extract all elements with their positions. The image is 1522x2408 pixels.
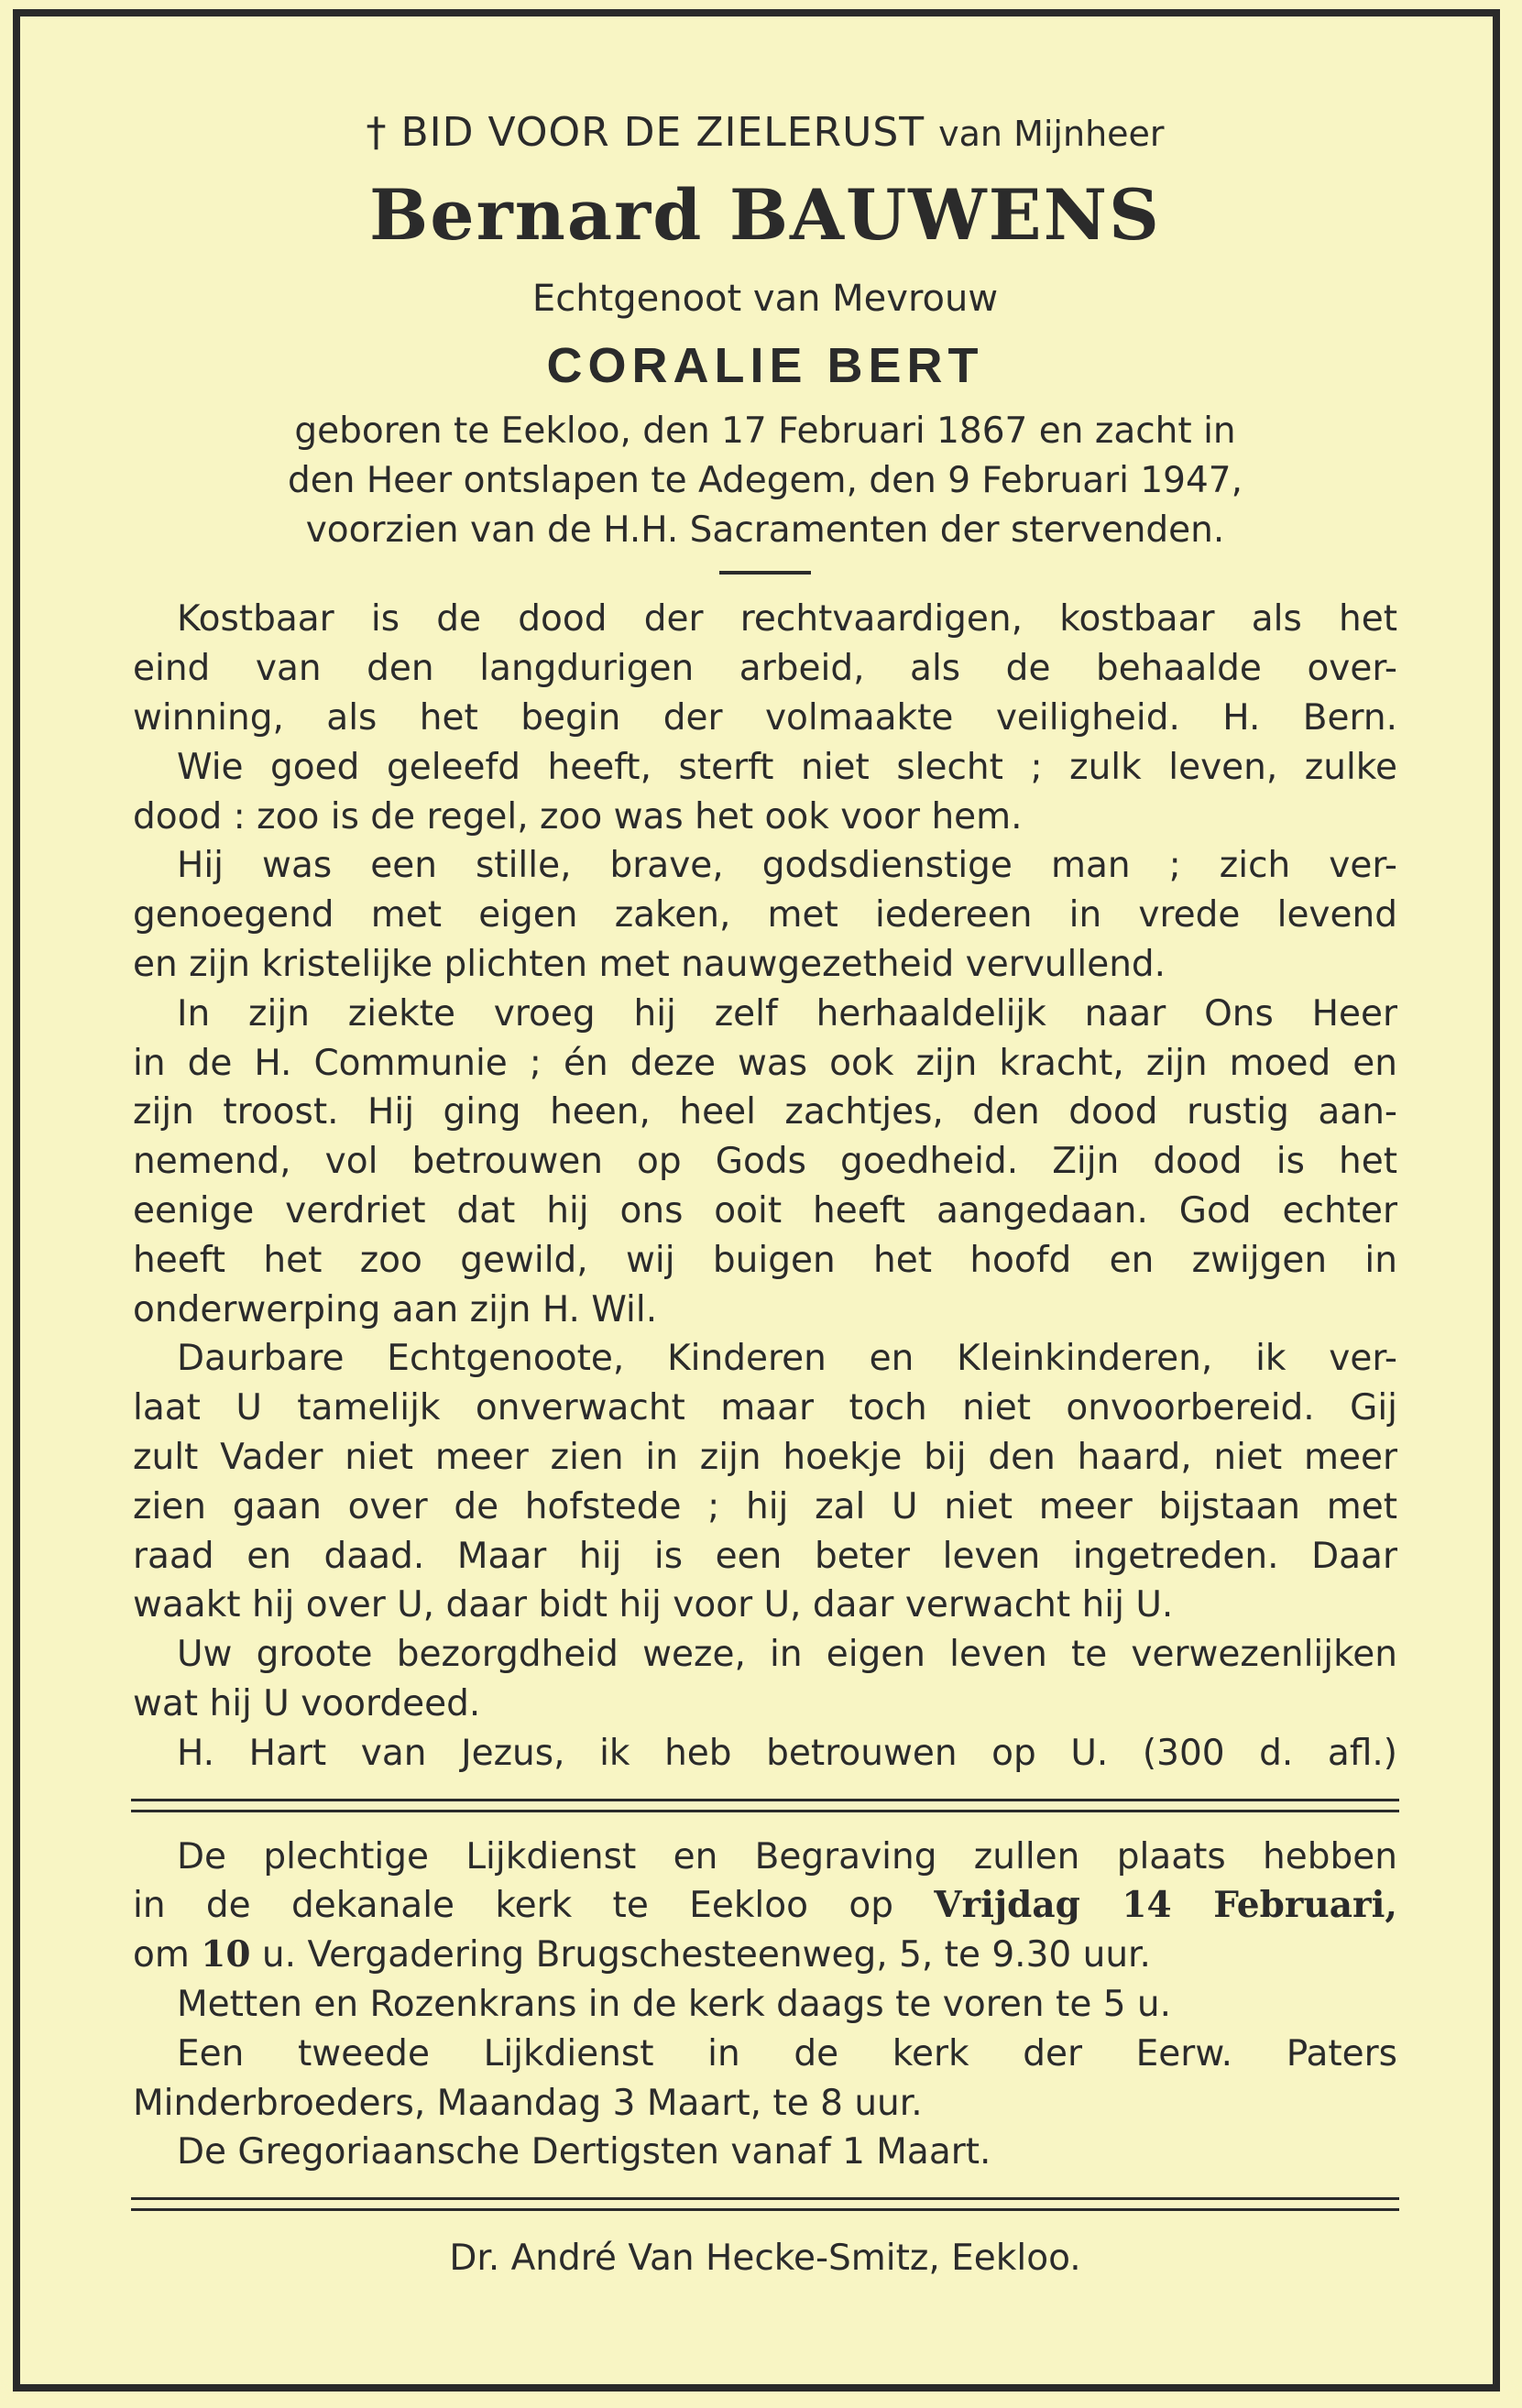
- text-line: winning, als het begin der volmaakte veiligheid. H. Bern.: [133, 696, 1397, 739]
- service-time-prefix: om: [133, 1934, 202, 1976]
- text-line: laat U tamelijk onverwacht maar toch niet onvoorbereid. Gij: [133, 1387, 1397, 1429]
- text-line: genoegend met eigen zaken, met iedereen in vrede levend: [133, 894, 1397, 936]
- text-line: heeft het zoo gewild, wij buigen het hoofd en zwijgen in: [133, 1239, 1397, 1281]
- text-line: wat hij U voordeed.: [133, 1682, 481, 1724]
- text-line: zult Vader niet meer zien in zijn hoekje bij den haard, niet meer: [133, 1436, 1397, 1478]
- text-line: zijn troost. Hij ging heen, heel zachtjes, den dood rustig aan-: [133, 1091, 1397, 1133]
- service-line: De plechtige Lijkdienst en Begraving zullen plaats hebben: [177, 1835, 1397, 1877]
- service-date: Vrijdag 14 Februari,: [934, 1884, 1397, 1927]
- text-line: Wie goed geleefd heeft, sterft niet slecht ; zulk leven, zulke: [177, 746, 1397, 788]
- service-line: Minderbroeders, Maandag 3 Maart, te 8 uur.: [133, 2082, 923, 2124]
- biography-line: geboren te Eekloo, den 17 Februari 1867 en zacht in: [294, 410, 1236, 452]
- text-line: en zijn kristelijke plichten met nauwgezetheid vervullend.: [133, 943, 1166, 985]
- prayer-text: BID VOOR DE ZIELERUST: [400, 109, 925, 156]
- biography: [133, 407, 1397, 554]
- service-location: in de dekanale kerk te Eekloo op: [133, 1885, 935, 1927]
- text-line: Kostbaar is de dood der rechtvaardigen, kostbaar als het: [177, 598, 1397, 640]
- card-content: [133, 101, 1397, 2286]
- spouse-label: Echtgenoot van Mevrouw: [531, 278, 999, 320]
- text-line: dood : zoo is de regel, zoo was het ook voor hem.: [133, 795, 1023, 837]
- prayer-header: [133, 101, 1397, 165]
- text-line: waakt hij over U, daar bidt hij voor U, daar verwacht hij U.: [133, 1584, 1174, 1626]
- text-line: H. Hart van Jezus, ik heb betrouwen op U. (300 d. afl.): [177, 1732, 1397, 1774]
- service-line: Metten en Rozenkrans in de kerk daags te voren te 5 u.: [177, 1983, 1172, 2025]
- printer-credit: Dr. André Van Hecke-Smitz, Eekloo.: [449, 2238, 1081, 2280]
- double-divider: [131, 1799, 1399, 1812]
- text-line: In zijn ziekte vroeg hij zelf herhaaldelijk naar Ons Heer: [177, 992, 1397, 1034]
- biography-line: den Heer ontslapen te Adegem, den 9 Februari 1947,: [287, 459, 1243, 501]
- text-line: eenige verdriet dat hij ons ooit heeft aangedaan. God echter: [133, 1189, 1397, 1231]
- service-hour: 10: [201, 1933, 251, 1976]
- service-meeting: u. Vergadering Brugschesteenweg, 5, te 9.30 uur.: [250, 1934, 1151, 1976]
- text-line: in de H. Communie ; én deze was ook zijn kracht, zijn moed en: [133, 1042, 1397, 1084]
- text-line: Hij was een stille, brave, godsdienstige man ; zich ver-: [177, 845, 1397, 887]
- spouse-name: CORALIE BERT: [546, 338, 984, 393]
- cross-icon: †: [366, 109, 388, 156]
- honorific-text: van Mijnheer: [938, 114, 1165, 154]
- text-line: raad en daad. Maar hij is een beter leven ingetreden. Daar: [133, 1535, 1397, 1577]
- eulogy-text: [133, 595, 1397, 1778]
- text-line: zien gaan over de hofstede ; hij zal U niet meer bijstaan met: [133, 1485, 1397, 1527]
- funeral-service: [133, 1833, 1397, 2178]
- text-line: eind van den langdurigen arbeid, als de behaalde over-: [133, 648, 1397, 690]
- deceased-name: Bernard BAUWENS: [369, 174, 1161, 256]
- service-line: De Gregoriaansche Dertigsten vanaf 1 Maart.: [177, 2131, 991, 2173]
- short-divider: [719, 571, 811, 575]
- service-line: [133, 1931, 1397, 1980]
- biography-line: voorzien van de H.H. Sacramenten der stervenden.: [305, 509, 1225, 551]
- double-divider: [131, 2197, 1399, 2211]
- text-line: Daurbare Echtgenoote, Kinderen en Kleinkinderen, ik ver-: [177, 1338, 1397, 1380]
- text-line: Uw groote bezorgdheid weze, in eigen leven te verwezenlijken: [177, 1634, 1397, 1676]
- service-line: [133, 1881, 1397, 1931]
- service-line: Een tweede Lijkdienst in de kerk der Eerw. Paters: [177, 2032, 1397, 2074]
- text-line: nemend, vol betrouwen op Gods goedheid. Zijn dood is het: [133, 1141, 1397, 1183]
- text-line: onderwerping aan zijn H. Wil.: [133, 1288, 658, 1330]
